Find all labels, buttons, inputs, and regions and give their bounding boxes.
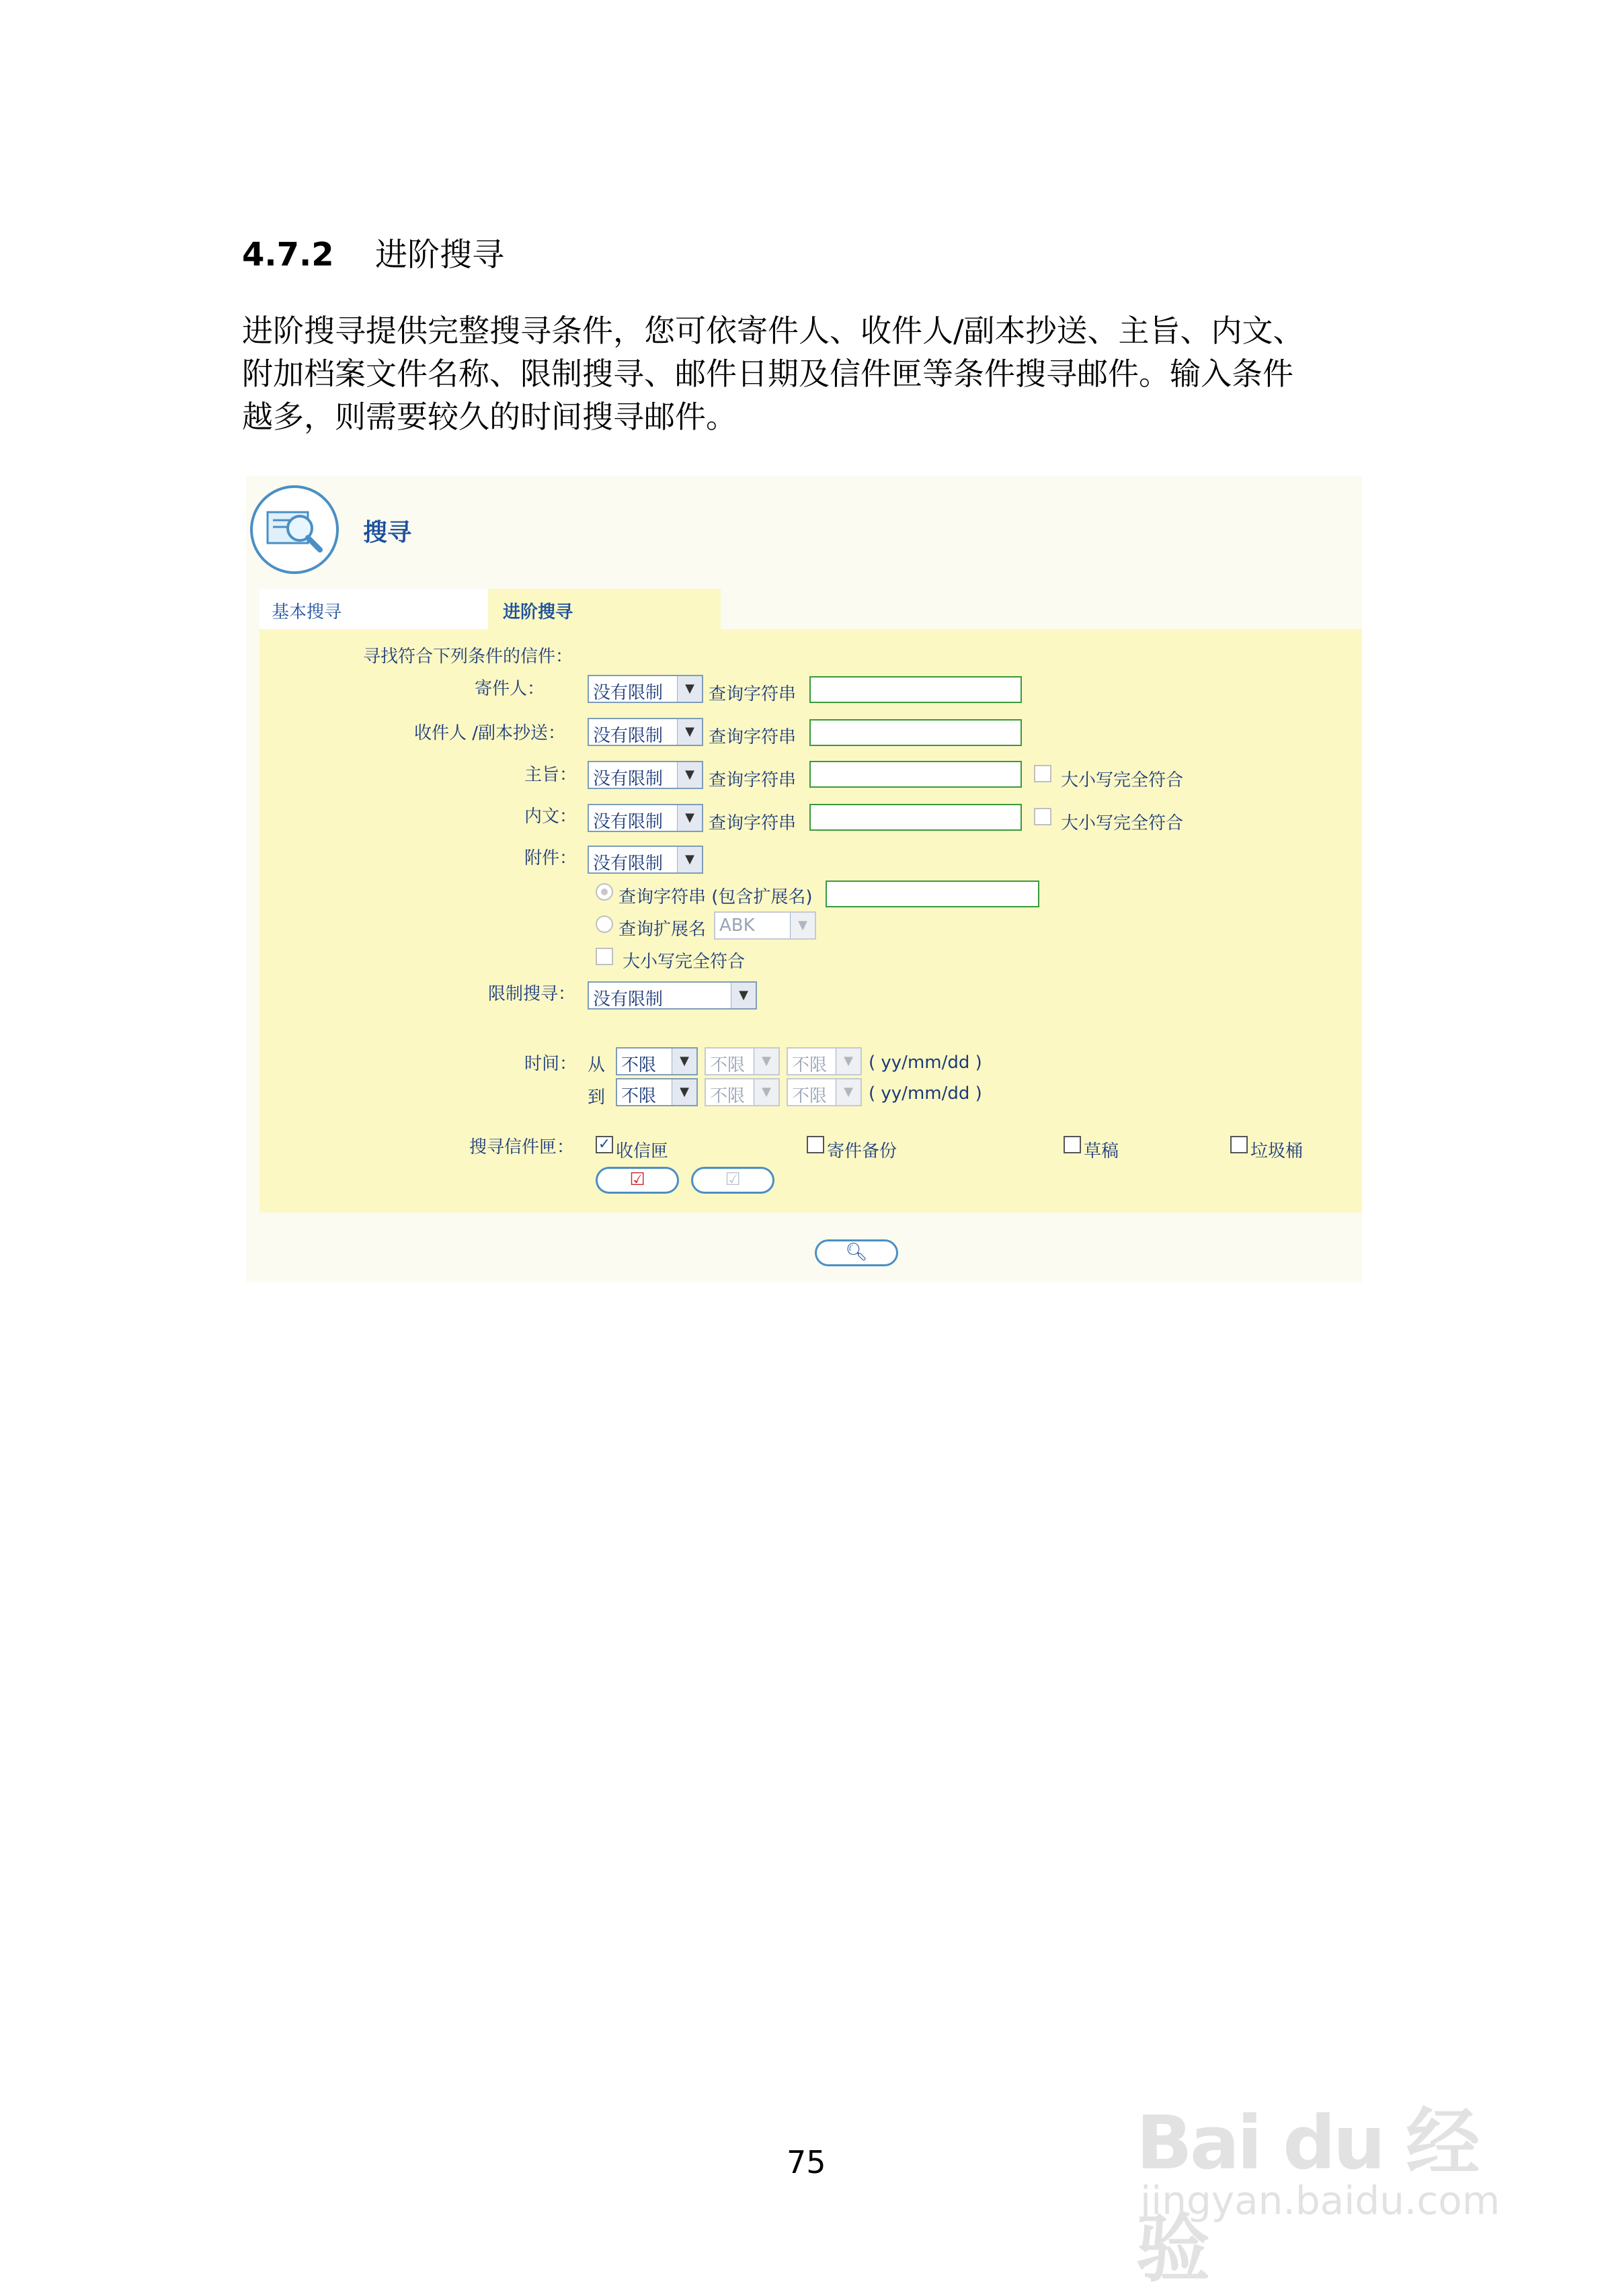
subject-hint: 查询字符串 [709, 770, 797, 790]
check-all-button[interactable] [596, 1167, 679, 1194]
attachment-string-radio[interactable] [596, 883, 613, 901]
body-label: 内文： [524, 807, 577, 827]
intro-paragraph [242, 309, 1358, 438]
folder-inbox-label: 收信匣 [616, 1141, 669, 1161]
chevron-down-icon: ▼ [790, 913, 815, 938]
time-from-label: 从 [588, 1055, 606, 1075]
folders-label: 搜寻信件匣： [469, 1137, 575, 1157]
section-title: 进阶搜寻 [374, 236, 504, 274]
attachment-string-label: 查询字符串 (包含扩展名) [618, 887, 813, 907]
page-number: 75 [787, 2144, 826, 2180]
chevron-down-icon: ▼ [836, 1049, 861, 1074]
chevron-down-icon: ▼ [836, 1079, 861, 1105]
sender-select[interactable]: 没有限制 ▼ [588, 675, 703, 703]
folder-drafts-checkbox[interactable] [1064, 1136, 1081, 1153]
attachment-ext-label: 查询扩展名 [618, 919, 707, 940]
chevron-down-icon: ▼ [677, 805, 702, 831]
chevron-down-icon: ▼ [677, 847, 702, 872]
uncheck-all-button[interactable] [691, 1167, 774, 1194]
folder-sent-checkbox[interactable] [807, 1136, 824, 1153]
recipient-hint: 查询字符串 [709, 727, 797, 747]
watermark-logo: Bai du 经验 [1136, 2100, 1478, 2292]
search-title: 搜寻 [363, 519, 412, 546]
time-to-label: 到 [588, 1088, 606, 1108]
intro-line: 进阶搜寻提供完整搜寻条件，您可依寄件人、收件人/副本抄送、主旨、内文、 [242, 313, 1304, 349]
from-day-select[interactable]: 不限 ▼ [787, 1047, 862, 1075]
intro-line: 越多，则需要较久的时间搜寻邮件。 [242, 399, 737, 435]
section-number: 4.7.2 [242, 236, 334, 274]
subject-case-checkbox[interactable] [1034, 765, 1051, 782]
intro-line: 附加档案文件名称、限制搜寻、邮件日期及信件匣等条件搜寻邮件。输入条件 [242, 356, 1293, 392]
attachment-case-label: 大小写完全符合 [623, 952, 746, 972]
section-heading [242, 229, 504, 275]
subject-label: 主旨： [524, 765, 577, 785]
from-year-select[interactable]: 不限 ▼ [616, 1047, 698, 1075]
check-all-icon: ☑ [629, 1170, 645, 1190]
folder-sent-label: 寄件备份 [827, 1141, 897, 1161]
time-label: 时间： [524, 1054, 577, 1074]
find-prompt: 寻找符合下列条件的信件： [363, 647, 573, 667]
search-icon: 🔍︎ [845, 1242, 868, 1262]
chevron-down-icon: ▼ [754, 1049, 778, 1074]
subject-select[interactable]: 没有限制 ▼ [588, 761, 703, 789]
sender-input[interactable] [809, 676, 1022, 703]
advanced-search-screenshot [246, 476, 1362, 1282]
folder-trash-label: 垃圾桶 [1250, 1141, 1304, 1161]
search-logo-icon [250, 485, 339, 574]
search-button[interactable] [815, 1239, 898, 1266]
from-date-format: ( yy/mm/dd ) [869, 1053, 982, 1073]
body-case-label: 大小写完全符合 [1061, 813, 1184, 833]
body-select[interactable]: 没有限制 ▼ [588, 804, 703, 832]
attachment-select[interactable]: 没有限制 ▼ [588, 846, 703, 874]
recipient-select[interactable]: 没有限制 ▼ [588, 718, 703, 746]
attachment-case-checkbox[interactable] [596, 948, 613, 965]
attachment-label: 附件： [524, 848, 577, 868]
to-month-select[interactable]: 不限 ▼ [705, 1078, 780, 1106]
folder-inbox-checkbox[interactable]: ✓ [596, 1136, 613, 1153]
body-case-checkbox[interactable] [1034, 808, 1051, 825]
from-month-select[interactable]: 不限 ▼ [705, 1047, 780, 1075]
subject-case-label: 大小写完全符合 [1061, 770, 1184, 790]
body-input[interactable] [809, 804, 1022, 831]
recipient-label: 收件人 /副本抄送： [414, 723, 566, 743]
subject-input[interactable] [809, 761, 1022, 788]
sender-hint: 查询字符串 [709, 684, 797, 704]
attachment-string-input[interactable] [826, 880, 1039, 907]
chevron-down-icon: ▼ [731, 983, 756, 1008]
sender-label: 寄件人： [475, 679, 545, 699]
chevron-down-icon: ▼ [672, 1079, 696, 1105]
tab-advanced-search[interactable]: 进阶搜寻 [488, 589, 721, 630]
baidu-watermark [1136, 2057, 1513, 2292]
limit-select[interactable]: 没有限制 ▼ [588, 981, 757, 1010]
uncheck-all-icon: ☑ [725, 1170, 741, 1190]
chevron-down-icon: ▼ [677, 676, 702, 702]
tab-basic-search[interactable]: 基本搜寻 [259, 589, 488, 630]
recipient-input[interactable] [809, 719, 1022, 746]
to-day-select[interactable]: 不限 ▼ [787, 1078, 862, 1106]
advanced-search-form [259, 629, 1362, 1213]
chevron-down-icon: ▼ [672, 1049, 696, 1074]
to-date-format: ( yy/mm/dd ) [869, 1083, 982, 1104]
chevron-down-icon: ▼ [677, 719, 702, 745]
attachment-ext-radio[interactable] [596, 915, 613, 933]
chevron-down-icon: ▼ [677, 762, 702, 788]
chevron-down-icon: ▼ [754, 1079, 778, 1105]
attachment-ext-select[interactable]: ABK ▼ [714, 911, 816, 940]
limit-label: 限制搜寻： [488, 984, 576, 1004]
to-year-select[interactable]: 不限 ▼ [616, 1078, 698, 1106]
folder-trash-checkbox[interactable] [1230, 1136, 1248, 1153]
watermark-site: jingyan.baidu.com [1140, 2178, 1501, 2223]
folder-drafts-label: 草稿 [1084, 1141, 1119, 1161]
body-hint: 查询字符串 [709, 813, 797, 833]
